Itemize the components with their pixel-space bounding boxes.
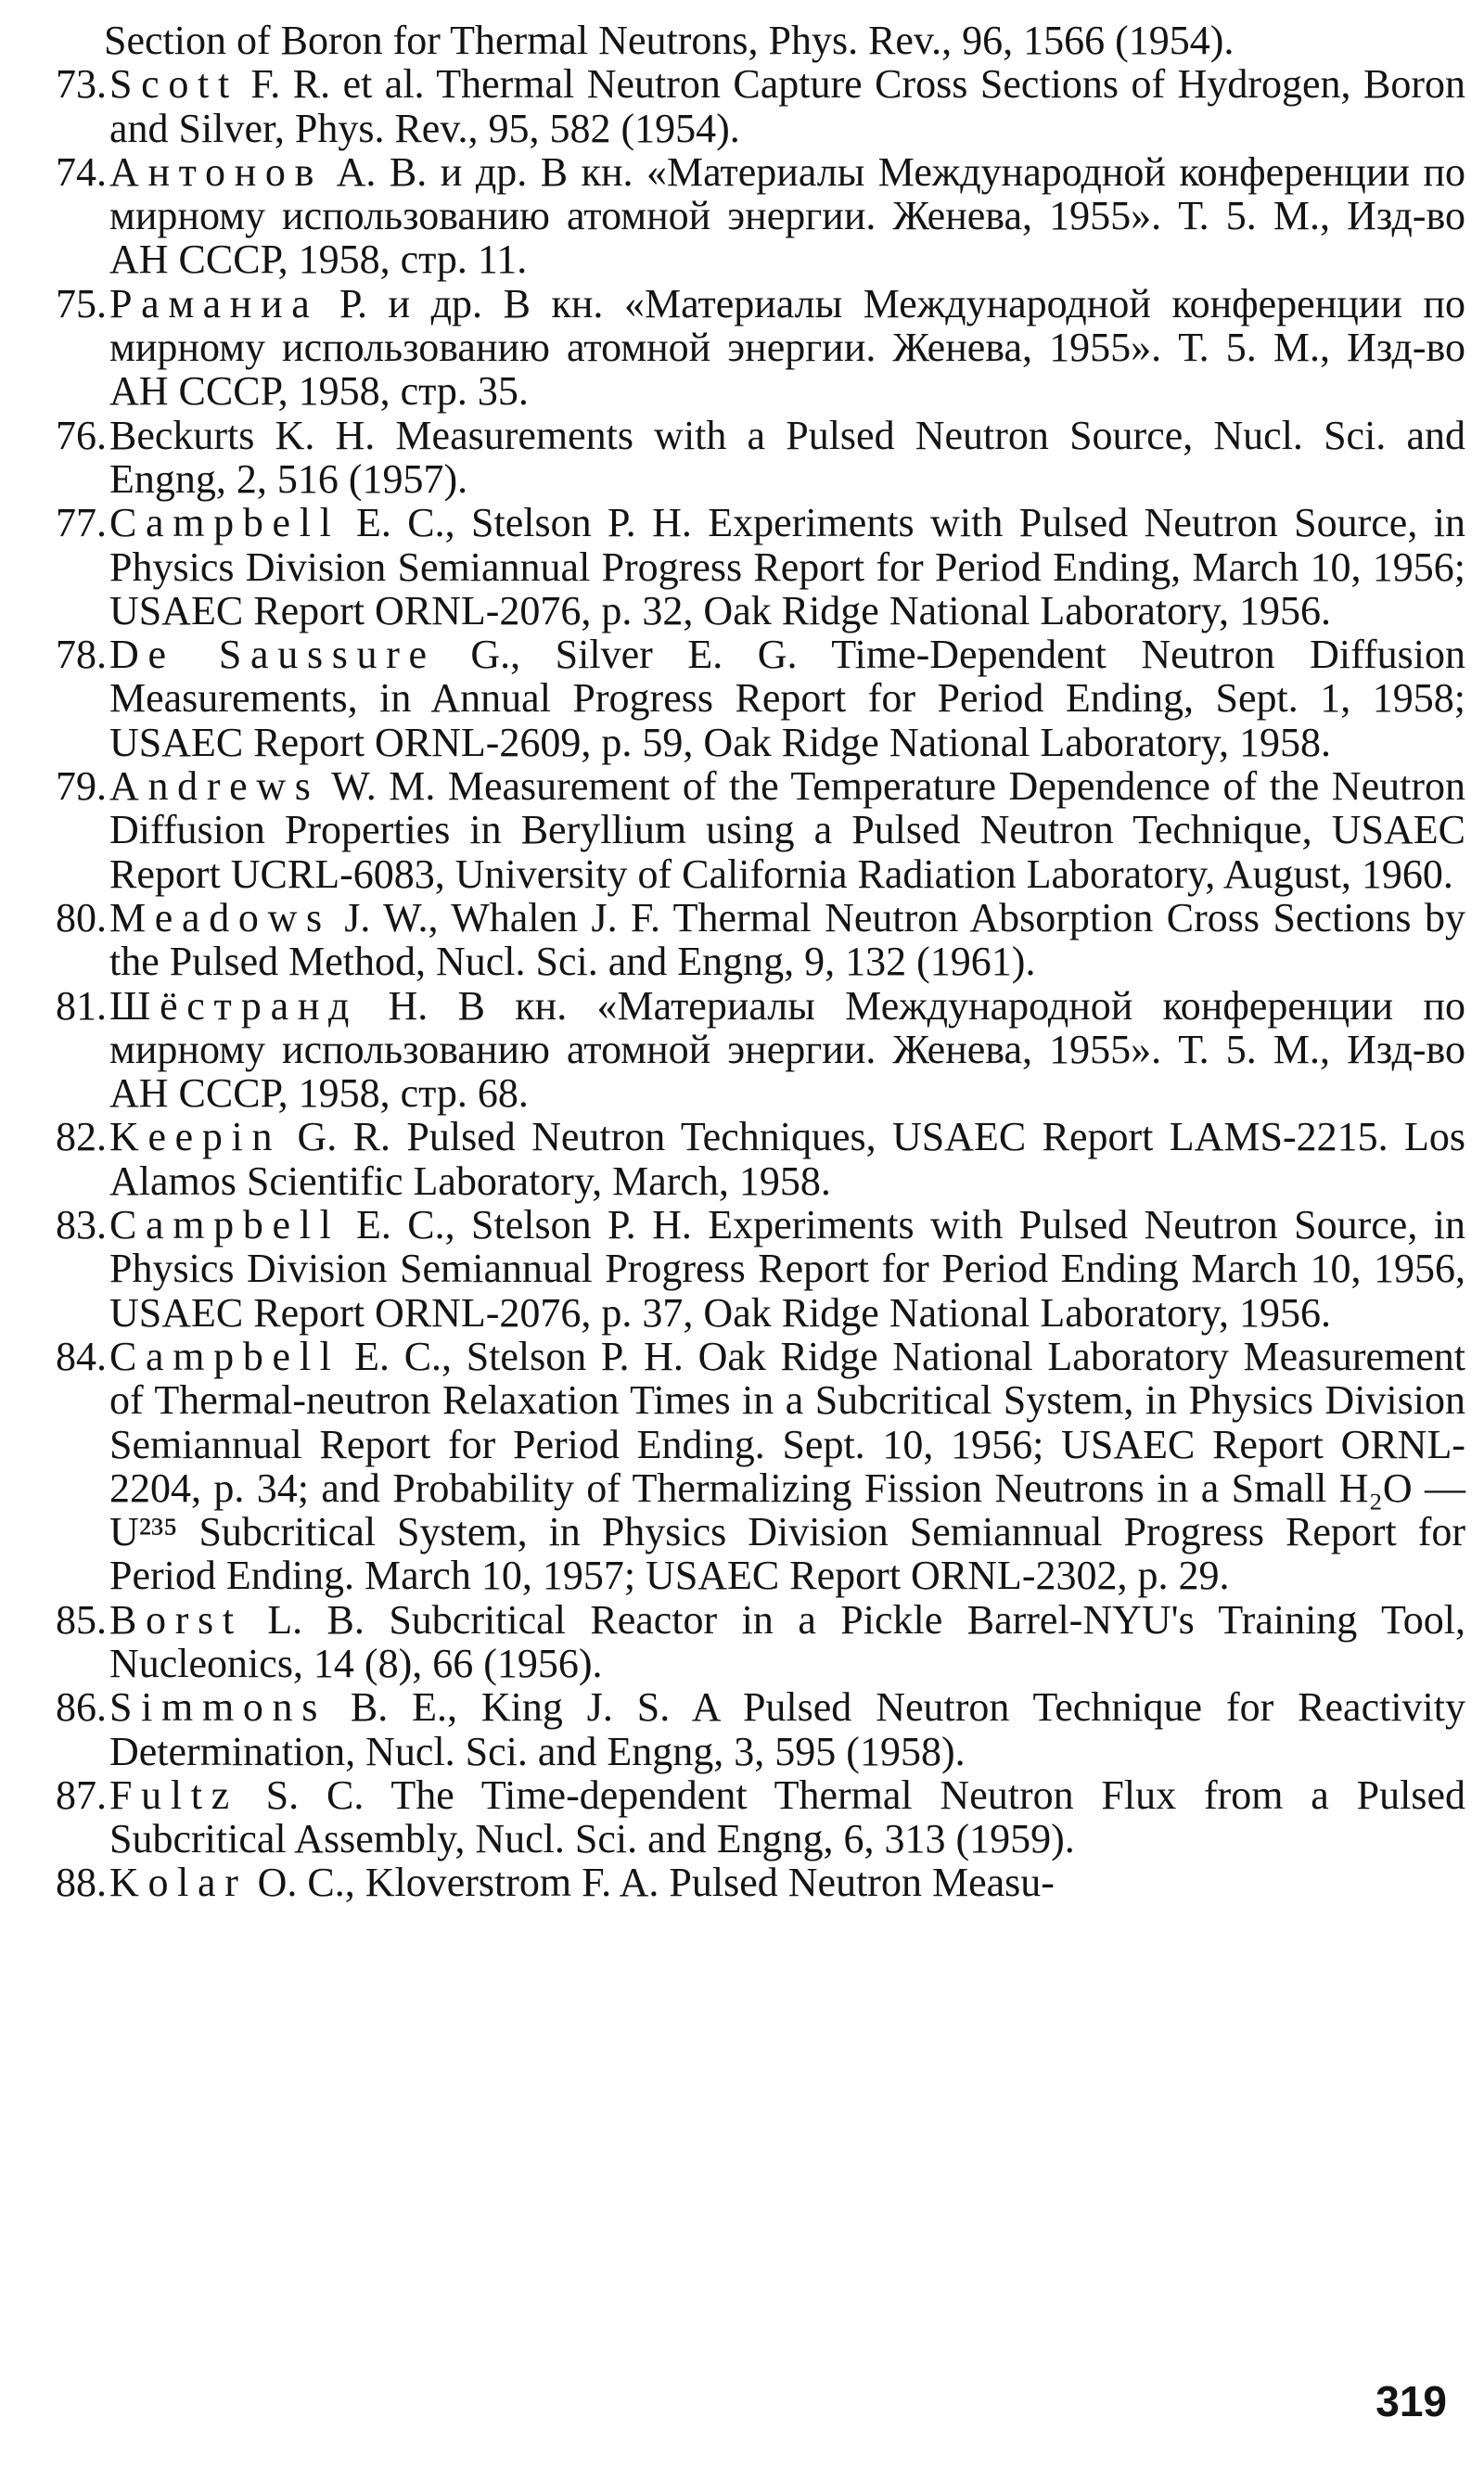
reference-text xyxy=(104,414,1465,502)
reference-number: 76. xyxy=(56,412,107,458)
reference-number: 77. xyxy=(56,500,107,546)
reference-continuation: Section of Boron for Thermal Neutrons, Phys. Rev., 96, 1566 (1954). xyxy=(104,18,1235,63)
reference-author: Keepin xyxy=(109,1114,282,1160)
reference-text xyxy=(104,1203,1465,1335)
reference-author: Meadows xyxy=(109,894,331,940)
reference-item xyxy=(56,633,1465,764)
reference-details: G. R. Pulsed Neutron Techniques, USAEC Report LAMS-2215. Los Alamos Scientific Laboratory, March, 1958. xyxy=(109,1114,1465,1204)
reference-author: Simmons xyxy=(109,1684,327,1731)
reference-details: E. C., Stelson P. H. Experiments with Pulsed Neutron Source, in Physics Division Semiannual Progress Report for Period Ending March 10, 1956, USAEC Report ORNL-2076, p. 37, Oak Ridge National Laboratory, 1956. xyxy=(109,1202,1465,1336)
reference-number: 82. xyxy=(56,1114,107,1160)
reference-item xyxy=(56,1203,1465,1335)
reference-details: F. R. et al. Thermal Neutron Capture Cross Sections of Hydrogen, Boron and Silver, Phys. Rev., 95, 582 (1954). xyxy=(109,61,1465,151)
reference-author: Andrews xyxy=(109,763,320,810)
reference-author: De Saussure xyxy=(109,632,436,678)
reference-author: Антонов xyxy=(109,148,324,195)
reference-item xyxy=(56,1335,1465,1598)
reference-details: L. B. Subcritical Reactor in a Pickle Barrel-NYU's Training Tool, Nucleonics, 14 (8), 66 (1956). xyxy=(109,1596,1465,1686)
reference-number: 74. xyxy=(56,148,107,195)
reference-details: B. E., King J. S. A Pulsed Neutron Technique for Reactivity Determination, Nucl. Sci. and Engng, 3, 595 (1958). xyxy=(109,1684,1465,1774)
reference-text xyxy=(104,984,1465,1116)
reference-number: 79. xyxy=(56,763,107,810)
reference-item xyxy=(56,1773,1465,1861)
reference-number: 80. xyxy=(56,894,107,940)
reference-details: J. W., Whalen J. F. Thermal Neutron Absorption Cross Sections by the Pulsed Method, Nucl. Sci. and Engng, 9, 132 (1961). xyxy=(109,894,1465,985)
reference-details: O. C., Kloverstrom F. A. Pulsed Neutron Measu- xyxy=(247,1860,1055,1906)
reference-details: W. M. Measurement of the Temperature Dependence of the Neutron Diffusion Properties in Beryllium using a Pulsed Neutron Technique, USAEC Report UCRL-6083, University of California Radiation Laboratory, August, 1960. xyxy=(109,763,1465,897)
reference-item xyxy=(56,501,1465,633)
reference-text xyxy=(104,1685,1465,1773)
reference-text xyxy=(104,1773,1465,1861)
references-container xyxy=(56,62,1465,1904)
reference-text xyxy=(104,150,1465,282)
reference-text xyxy=(104,62,1465,150)
reference-item xyxy=(56,282,1465,414)
reference-author: Campbell xyxy=(109,1202,340,1248)
reference-item xyxy=(56,62,1465,150)
reference-number: 87. xyxy=(56,1772,107,1818)
reference-number: 86. xyxy=(56,1684,107,1731)
reference-item xyxy=(56,1685,1465,1773)
reference-item xyxy=(56,1115,1465,1203)
reference-author: Kolar xyxy=(109,1860,248,1906)
reference-text xyxy=(104,1115,1465,1203)
reference-details: Н. В кн. «Материалы Международной конференции по мирному использованию атомной энергии. Женева, 1955». Т. 5. М., Изд-во АН СССР, 1958, стр. 68. xyxy=(109,982,1465,1117)
reference-details: S. C. The Time-dependent Thermal Neutron Flux from a Pulsed Subcritical Assembly, Nucl. Sci. and Engng, 6, 313 (1959). xyxy=(109,1772,1465,1862)
reference-item xyxy=(56,764,1465,896)
reference-number: 85. xyxy=(56,1596,107,1643)
reference-details: E. C., Stelson P. H. Experiments with Pulsed Neutron Source, in Physics Division Semiannual Progress Report for Period Ending, March 10, 1956; USAEC Report ORNL-2076, p. 32, Oak Ridge National Laboratory, 1956. xyxy=(109,500,1465,633)
reference-author: Scott xyxy=(109,61,238,108)
reference-text xyxy=(104,896,1465,984)
reference-text xyxy=(104,1598,1465,1686)
reference-item xyxy=(56,984,1465,1116)
reference-number: 75. xyxy=(56,280,107,326)
reference-author: Campbell xyxy=(109,1333,340,1379)
reference-details: Р. и др. В кн. «Материалы Международной конференции по мирному использованию атомной энергии. Женева, 1955». Т. 5. М., Изд-во АН СССР, 1958, стр. 35. xyxy=(109,280,1465,415)
reference-details: А. В. и др. В кн. «Материалы Международной конференции по мирному использованию атомной энергии. Женева, 1955». Т. 5. М., Изд-во АН СССР, 1958, стр. 11. xyxy=(109,148,1465,283)
reference-item xyxy=(56,414,1465,502)
reference-author: Borst xyxy=(109,1596,243,1643)
reference-text xyxy=(104,501,1465,633)
reference-item xyxy=(56,1598,1465,1686)
reference-text xyxy=(104,1861,1465,1904)
reference-text xyxy=(104,1335,1465,1598)
reference-number: 81. xyxy=(56,982,107,1029)
reference-list xyxy=(56,19,1465,1905)
reference-author: Раманиа xyxy=(109,280,319,326)
reference-text xyxy=(104,764,1465,896)
reference-text xyxy=(104,633,1465,764)
reference-details: G., Silver E. G. Time-Dependent Neutron Diffusion Measurements, in Annual Progress Report for Period Ending, Sept. 1, 1958; USAEC Report ORNL-2609, p. 59, Oak Ridge National Laboratory, 1958. xyxy=(109,632,1465,765)
reference-author: Fultz xyxy=(109,1772,238,1818)
reference-item xyxy=(56,150,1465,282)
page-number: 319 xyxy=(1375,2377,1447,2425)
reference-author: Шёстранд xyxy=(109,982,359,1029)
reference-author: Campbell xyxy=(109,500,340,546)
reference-number: 73. xyxy=(56,61,107,108)
reference-item xyxy=(56,1861,1465,1904)
reference-number: 78. xyxy=(56,632,107,678)
reference-number: 88. xyxy=(56,1860,107,1906)
reference-number: 83. xyxy=(56,1202,107,1248)
reference-details: E. C., Stelson P. H. Oak Ridge National Laboratory Measurement of Thermal-neutron Relaxation Times in a Subcritical System, in Physics Division Semiannual Report for Period Ending. Sept. 10, 1956; USAEC Report ORNL-2204, p. 34; and Probability of Thermalizing Fission Neutrons in a Small H₂O — U²³⁵ Subcritical System, in Physics Division Semiannual Progress Report for Period Ending. March 10, 1957; USAEC Report ORNL-2302, p. 29. xyxy=(109,1333,1465,1599)
reference-item xyxy=(56,896,1465,984)
reference-details: Beckurts K. H. Measurements with a Pulsed Neutron Source, Nucl. Sci. and Engng, 2, 516 (1957). xyxy=(109,412,1465,502)
reference-text xyxy=(104,282,1465,414)
reference-number: 84. xyxy=(56,1333,107,1379)
